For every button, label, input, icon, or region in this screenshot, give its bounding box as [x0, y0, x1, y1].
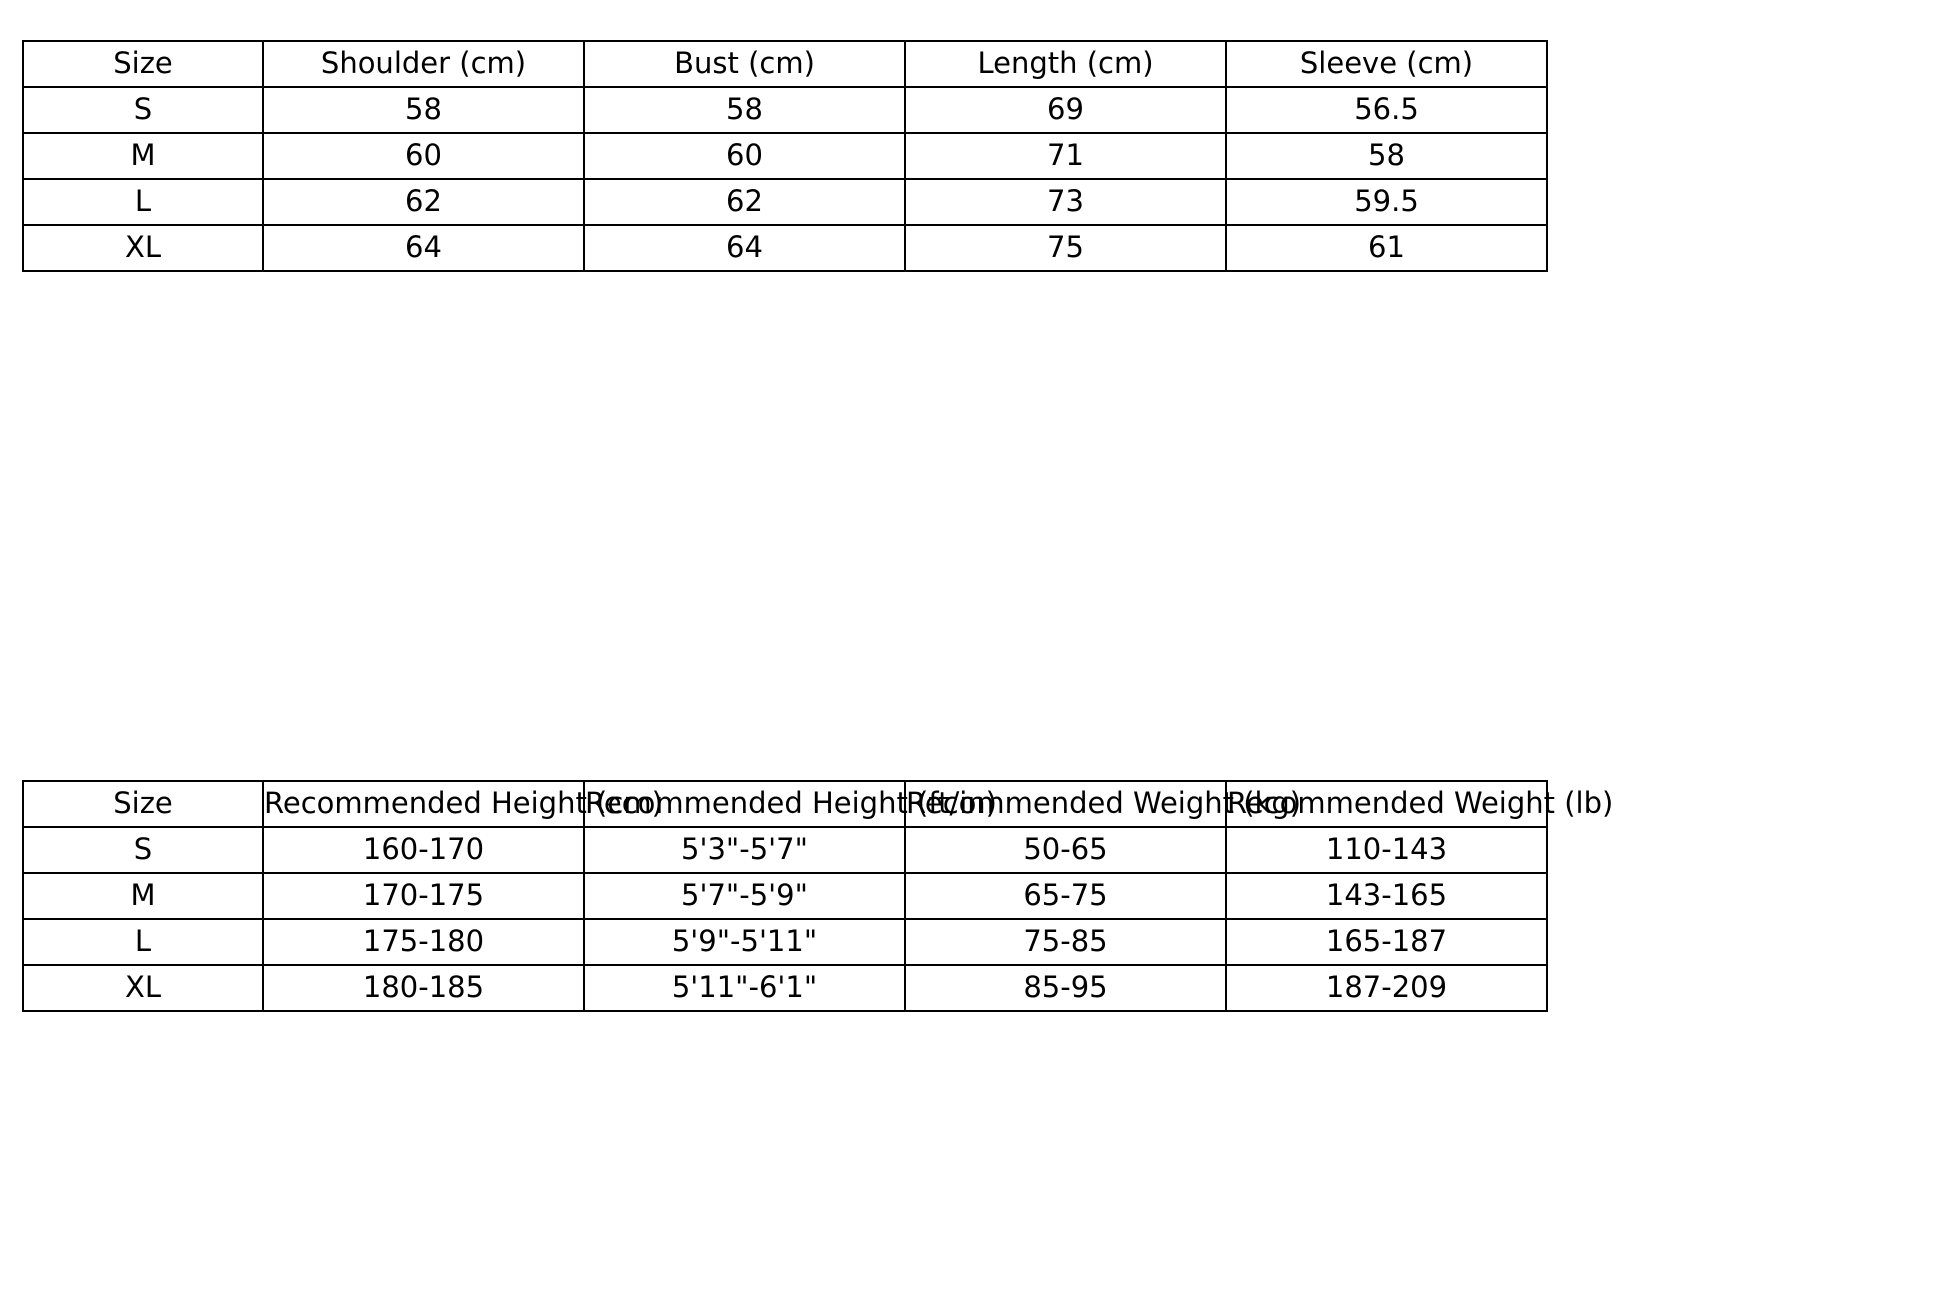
column-header-size-label: Size: [113, 786, 173, 821]
cell-height-cm: 175-180: [263, 919, 584, 965]
cell-weight-kg: 65-75: [905, 873, 1226, 919]
table-row: [23, 919, 1547, 965]
column-header-length: Length (cm): [905, 41, 1226, 87]
cell-sleeve: 59.5: [1226, 179, 1547, 225]
table-row: [23, 133, 1547, 179]
cell-weight-lb: 187-209: [1226, 965, 1547, 1011]
cell-height-cm: 170-175: [263, 873, 584, 919]
cell-weight-lb: 110-143: [1226, 827, 1547, 873]
recommended-body-measurements-table: [22, 780, 1614, 1012]
table-row: [23, 179, 1547, 225]
cell-size: XL: [23, 965, 263, 1011]
table-row: [23, 87, 1547, 133]
table-header-row: [23, 781, 1547, 827]
column-header-recommended-weight-kg-label: Recommended Weight (kg): [906, 786, 1302, 821]
cell-bust: 58: [584, 87, 905, 133]
cell-size: S: [23, 87, 263, 133]
cell-weight-kg: 85-95: [905, 965, 1226, 1011]
cell-length: 75: [905, 225, 1226, 271]
cell-weight-kg: 75-85: [905, 919, 1226, 965]
column-header-size: [23, 781, 263, 827]
cell-weight-kg: 50-65: [905, 827, 1226, 873]
column-header-recommended-height-ftin-label: Recommended Height (ft/in): [585, 786, 997, 821]
cell-size: M: [23, 133, 263, 179]
cell-size: L: [23, 179, 263, 225]
column-header-recommended-weight-lb: [1226, 781, 1614, 827]
column-header-size: Size: [23, 41, 263, 87]
cell-size: L: [23, 919, 263, 965]
cell-height-ftin: 5'11"-6'1": [584, 965, 905, 1011]
cell-height-ftin: 5'3"-5'7": [584, 827, 905, 873]
cell-sleeve: 61: [1226, 225, 1547, 271]
cell-shoulder: 64: [263, 225, 584, 271]
cell-sleeve: 56.5: [1226, 87, 1547, 133]
cell-shoulder: 60: [263, 133, 584, 179]
table-header-row: [23, 41, 1547, 87]
column-header-bust: Bust (cm): [584, 41, 905, 87]
table-row: [23, 225, 1547, 271]
column-header-sleeve: Sleeve (cm): [1226, 41, 1547, 87]
cell-bust: 60: [584, 133, 905, 179]
column-header-shoulder: Shoulder (cm): [263, 41, 584, 87]
cell-bust: 62: [584, 179, 905, 225]
cell-size: XL: [23, 225, 263, 271]
cell-height-cm: 180-185: [263, 965, 584, 1011]
garment-measurements-table: [22, 40, 1548, 272]
column-header-recommended-height-ftin: [584, 781, 997, 827]
cell-weight-lb: 165-187: [1226, 919, 1547, 965]
cell-height-ftin: 5'9"-5'11": [584, 919, 905, 965]
column-header-recommended-height-cm-label: Recommended Height (cm): [264, 786, 663, 821]
table-row: [23, 965, 1547, 1011]
cell-height-ftin: 5'7"-5'9": [584, 873, 905, 919]
cell-size: M: [23, 873, 263, 919]
cell-weight-lb: 143-165: [1226, 873, 1547, 919]
cell-height-cm: 160-170: [263, 827, 584, 873]
cell-sleeve: 58: [1226, 133, 1547, 179]
cell-length: 71: [905, 133, 1226, 179]
column-header-recommended-weight-lb-label: Recommended Weight (lb): [1227, 786, 1614, 821]
column-header-recommended-height-cm: [263, 781, 663, 827]
cell-size: S: [23, 827, 263, 873]
cell-shoulder: 62: [263, 179, 584, 225]
table-row: [23, 873, 1547, 919]
column-header-recommended-weight-kg: [905, 781, 1302, 827]
cell-bust: 64: [584, 225, 905, 271]
cell-length: 69: [905, 87, 1226, 133]
cell-length: 73: [905, 179, 1226, 225]
cell-shoulder: 58: [263, 87, 584, 133]
table-row: [23, 827, 1547, 873]
